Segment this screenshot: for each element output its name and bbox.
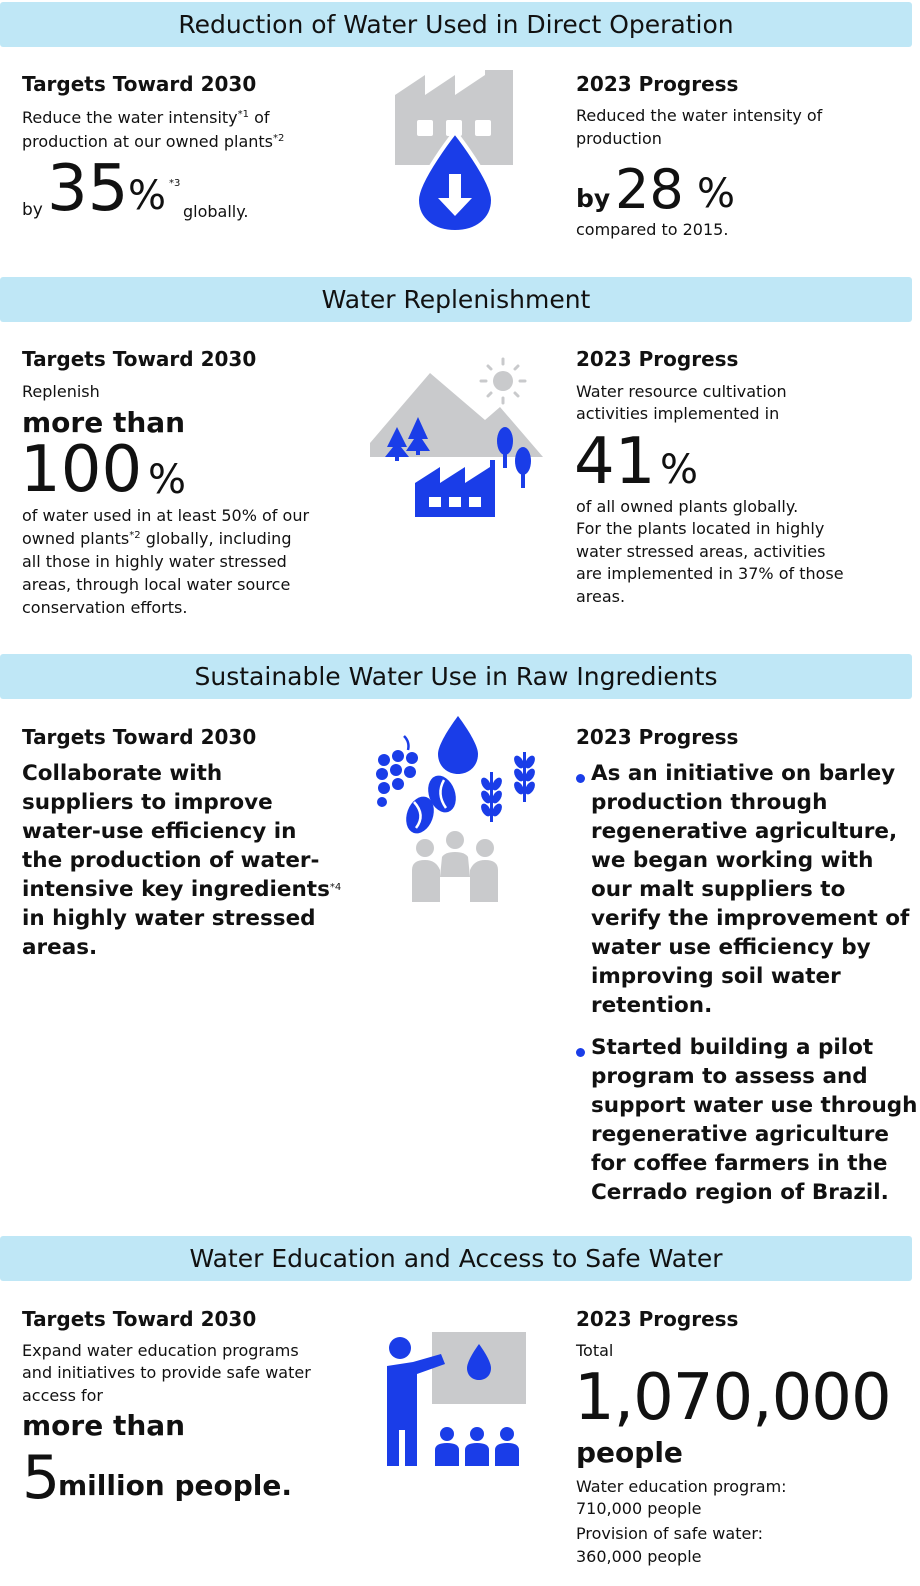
progress-text: are implemented in 37% of those <box>576 564 844 583</box>
target-percent: % <box>148 457 187 503</box>
progress-number: 1,070,000 <box>574 1361 891 1435</box>
target-text: all those in highly water stressed <box>22 552 287 571</box>
target-text: and initiatives to provide safe water <box>22 1363 311 1382</box>
progress-heading: 2023 Progress <box>576 347 739 371</box>
target-by: by <box>22 200 43 220</box>
target-text: access for <box>22 1386 103 1405</box>
target-globally: globally. <box>183 202 249 221</box>
target-heading: Targets Toward 2030 <box>22 1307 257 1331</box>
progress-text: production <box>576 129 662 148</box>
progress-education-label: Water education program: <box>576 1477 787 1496</box>
section-title-replenishment: Water Replenishment <box>0 277 912 322</box>
progress-people: people <box>576 1436 683 1469</box>
target-more-than: more than <box>22 406 186 439</box>
target-million-people: million people. <box>58 1469 293 1502</box>
factory-water-drop-icon <box>395 70 515 240</box>
ingredients-farmers-icon <box>370 712 545 902</box>
footnote-3: *3 <box>169 178 181 189</box>
target-text: of water used in at least 50% of our <box>22 506 310 525</box>
target-text: Replenish <box>22 382 100 401</box>
progress-safe-water-value: 360,000 people <box>576 1547 702 1566</box>
progress-text: water stressed areas, activities <box>576 542 826 561</box>
target-number: 100 <box>20 433 143 507</box>
progress-bullet-coffee: Started building a pilot program to assess and support water use through regenerative agriculture for coffee farmers in the Cerrado region of Brazil. <box>591 1035 918 1205</box>
progress-text: activities implemented in <box>576 404 780 423</box>
progress-bullet-barley: As an initiative on barley production through regenerative agriculture, we began working with our malt suppliers to verify the improvement of water use efficiency by improving soil water retention. <box>591 761 910 1018</box>
target-more-than: more than <box>22 1409 186 1442</box>
target-text: areas, through local water source <box>22 575 291 594</box>
target-text: areas. <box>22 935 98 960</box>
target-text: production at our owned plants$^{*2}$ <box>22 132 285 151</box>
target-text: suppliers to improve <box>22 790 273 815</box>
progress-text: areas. <box>576 587 626 606</box>
target-text: in highly water stressed <box>22 906 316 931</box>
progress-by: by <box>576 184 611 213</box>
progress-text: Reduced the water intensity of <box>576 106 823 125</box>
water-education-icon <box>385 1330 530 1470</box>
progress-text: Water resource cultivation <box>576 382 787 401</box>
bullet-dot <box>576 1042 585 1061</box>
progress-safe-water-label: Provision of safe water: <box>576 1524 763 1543</box>
progress-text: of all owned plants globally. <box>576 497 799 516</box>
target-text: Reduce the water intensity$^{*1}$ of <box>22 108 270 127</box>
target-text: the production of water- <box>22 848 320 873</box>
target-heading: Targets Toward 2030 <box>22 72 257 96</box>
target-heading: Targets Toward 2030 <box>22 347 257 371</box>
target-number: 5 <box>22 1443 61 1513</box>
progress-percent: % <box>660 447 699 493</box>
target-text: Collaborate with <box>22 761 223 786</box>
progress-total-label: Total <box>576 1341 614 1360</box>
progress-percent: % <box>697 171 736 217</box>
target-percent: % <box>128 173 167 219</box>
mountain-factory-trees-icon <box>365 355 545 525</box>
progress-number: 28 <box>615 158 684 221</box>
section-title-direct-operation: Reduction of Water Used in Direct Operation <box>0 2 912 47</box>
target-heading: Targets Toward 2030 <box>22 725 257 749</box>
progress-heading: 2023 Progress <box>576 1307 739 1331</box>
target-text: owned plants$^{*2}$ globally, including <box>22 529 292 548</box>
bullet-dot <box>576 768 585 787</box>
progress-education-value: 710,000 people <box>576 1499 702 1518</box>
progress-text: For the plants located in highly <box>576 519 825 538</box>
target-number: 35 <box>47 152 129 226</box>
target-text: Expand water education programs <box>22 1341 299 1360</box>
target-text: intensive key ingredients$^{*4}$ <box>22 877 342 902</box>
progress-tail: compared to 2015. <box>576 220 729 239</box>
progress-number: 41 <box>574 425 656 499</box>
progress-heading: 2023 Progress <box>576 725 739 749</box>
section-title-education: Water Education and Access to Safe Water <box>0 1236 912 1281</box>
target-text: water-use efficiency in <box>22 819 297 844</box>
section-title-raw-ingredients: Sustainable Water Use in Raw Ingredients <box>0 654 912 699</box>
progress-heading: 2023 Progress <box>576 72 739 96</box>
target-text: conservation efforts. <box>22 598 188 617</box>
